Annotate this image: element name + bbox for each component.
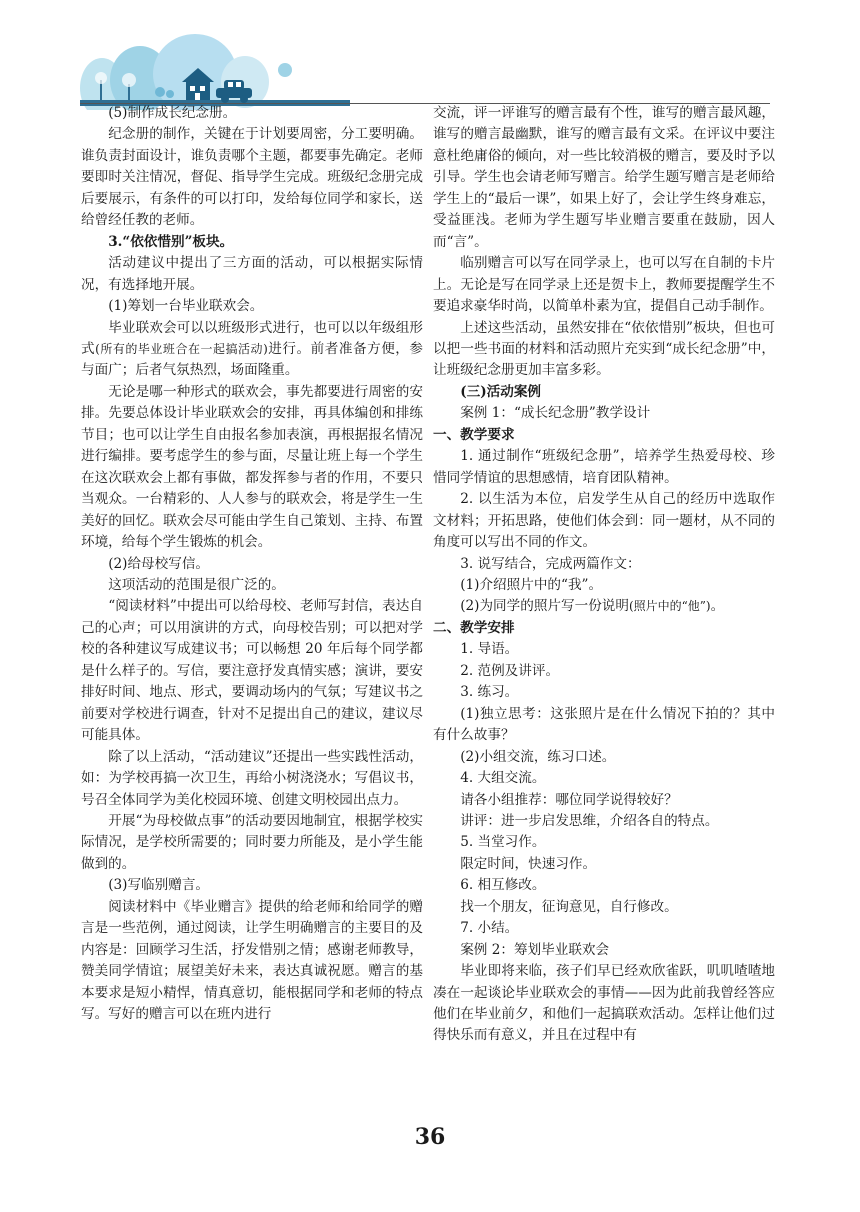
text-run: 毕业联欢会可以以班级形式进行，也可以以年级组形式 — [81, 319, 423, 357]
paragraph: 除了以上活动，“活动建议”还提出一些实践性活动，如：为学校再搞一次卫生，再给小树浇浇水；写倡议书，号召全体同学为美化校园环境、创建文明校园出点力。 — [81, 748, 423, 808]
list-item: 请各小组推荐：哪位同学说得较好？ — [460, 791, 678, 808]
case-title: 案例 1：“成长纪念册”教学设计 — [460, 405, 651, 422]
note-run: (所有的毕业班合在一起搞活动) — [95, 341, 268, 356]
list-item: (1)独立思考：这张照片是在什么情况下拍的？其中有什么故事？ — [433, 705, 775, 744]
list-item: 1. 导语。 — [460, 641, 519, 658]
paragraph: 毕业即将来临，孩子们早已经欢欣雀跃，叽叽喳喳地凑在一起谈论毕业联欢会的事情——因为此前我曾经答应他们在毕业前夕，和他们一起搞联欢活动。怎样让他们过得快乐而有意义，并且在过程中有 — [433, 963, 775, 1044]
list-item: 讲评：进一步启发思维，介绍各自的特点。 — [460, 812, 719, 829]
list-item: 2. 范例及讲评。 — [460, 662, 560, 679]
paragraph — [81, 318, 423, 382]
paragraph: 这项活动的范围是很广泛的。 — [108, 576, 285, 593]
paragraph: (1)筹划一台毕业联欢会。 — [108, 298, 264, 315]
section-heading: 二、教学安排 — [433, 619, 515, 636]
paragraph: 临别赠言可以写在同学录上，也可以写在自制的卡片上。无论是写在同学录上还是贺卡上，教师要提醒学生不要追求豪华时尚，以简单朴素为宜，提倡自己动手制作。 — [433, 255, 775, 315]
paragraph: (2)给母校写信。 — [108, 555, 210, 572]
paragraph: 阅读材料中《毕业赠言》提供的给老师和给同学的赠言是一些范例，通过阅读，让学生明确赠言的主要目的及内容是：回顾学习生活，抒发惜别之情；感谢老师教导，赞美同学情谊；展望美好未来，表达真诚祝愿。赠言的基本要求是短小精悍，情真意切，能根据同学和老师的特点写。写好的赠言可以在班内进行 — [81, 898, 423, 1023]
list-item: (2)小组交流，练习口述。 — [460, 748, 616, 765]
right-column — [433, 103, 775, 1047]
paragraph: 1. 通过制作“班级纪念册”，培养学生热爱母校、珍惜同学情谊的思想感情，培育团队精神。 — [433, 448, 775, 486]
list-item: 3. 练习。 — [460, 684, 519, 701]
section-heading: 3.“依依惜别”板块。 — [108, 233, 234, 250]
paragraph: 2. 以生活为本位，启发学生从自己的经历中选取作文材料；开拓思路，使他们体会到：同一题材，从不同的角度可以写出不同的作文。 — [433, 491, 775, 551]
list-item: 找一个朋友，征询意见，自行修改。 — [460, 898, 678, 915]
left-column — [81, 103, 423, 1025]
header-illustration — [80, 10, 440, 110]
text-run: (2)为同学的照片写一份说明 — [460, 598, 629, 615]
paragraph — [433, 596, 775, 617]
paragraph: 3. 说写结合，完成两篇作文： — [460, 555, 641, 572]
case-title: 案例 2：筹划毕业联欢会 — [460, 941, 610, 958]
paragraph: (3)写临别赠言。 — [108, 877, 210, 894]
paragraph: 活动建议中提出了三方面的活动，可以根据实际情况，有选择地开展。 — [81, 255, 423, 293]
list-item: 4. 大组交流。 — [460, 770, 546, 787]
paragraph: (1)介绍照片中的“我”。 — [460, 576, 603, 593]
section-heading: 一、教学要求 — [433, 426, 515, 443]
paragraph: 无论是哪一种形式的联欢会，事先都要进行周密的安排。先要总体设计毕业联欢会的安排，再具体编创和排练节目；也可以让学生自由报名参加表演，再根据报名情况进行编排。要考虑学生的参与面，尽量让班上每一个学生在这次联欢会上都有事做，都发挥参与者的作用，不要只当观众。一台精彩的、人人参与的联欢会，将是学生一生美好的回忆。联欢会尽可能由学生自己策划、主持、布置环境，给每个学生锻炼的机会。 — [81, 383, 423, 551]
section-heading: (三)活动案例 — [460, 383, 542, 400]
paragraph: “阅读材料”中提出可以给母校、老师写封信，表达自己的心声；可以用演讲的方式，向母校告别；可以把对学校的各种建议写成建议书；可以畅想 20 年后每个同学都是什么样子的。写信，要注意抒发真情实感；演讲，要安排好时间、地点、形式，要调动场内的气氛；写建议书之前要对学校进行调查，针对不足提出自己的建议，建议尽可能具体。 — [81, 598, 423, 744]
list-item: 7. 小结。 — [460, 920, 519, 937]
paragraph: 上述这些活动，虽然安排在“依依惜别”板块，但也可以把一些书面的材料和活动照片充实到“成长纪念册”中，让班级纪念册更加丰富多彩。 — [433, 319, 775, 379]
paragraph: 交流，评一评谁写的赠言最有个性，谁写的赠言最风趣，谁写的赠言最幽默，谁写的赠言最有文采。在评议中要注意杜绝庸俗的倾向，对一些比较消极的赠言，要及时予以引导。学生也会请老师写赠言。给学生题写赠言是老师给学生上的“最后一课”，如果上好了，会让学生终身难忘，受益匪浅。老师为学生题写毕业赠言要重在鼓励，因人而“言”。 — [433, 105, 775, 250]
text-run: 进行。前者准备方便，参与面广；后者气氛热烈，场面隆重。 — [81, 340, 424, 379]
page-number: 36 — [414, 1124, 446, 1150]
list-item: 6. 相互修改。 — [460, 877, 546, 894]
note-run: (照片中的“他”) — [628, 599, 711, 614]
landscape-icon — [80, 34, 350, 110]
text-run: 。 — [710, 598, 725, 615]
list-item: 5. 当堂习作。 — [460, 834, 546, 851]
list-item: 限定时间，快速习作。 — [460, 855, 597, 872]
paragraph: 开展“为母校做点事”的活动要因地制宜，根据学校实际情况，是学校所需要的；同时要力所能及，是小学生能做到的。 — [81, 812, 423, 872]
paragraph: 纪念册的制作，关键在于计划要周密，分工要明确。谁负责封面设计，谁负责哪个主题，都要事先确定。老师要即时关注情况，督促、指导学生完成。班级纪念册完成后要展示，有条件的可以打印，发给每位同学和家长，送给曾经任教的老师。 — [81, 126, 423, 229]
paragraph: (5)制作成长纪念册。 — [108, 105, 237, 121]
